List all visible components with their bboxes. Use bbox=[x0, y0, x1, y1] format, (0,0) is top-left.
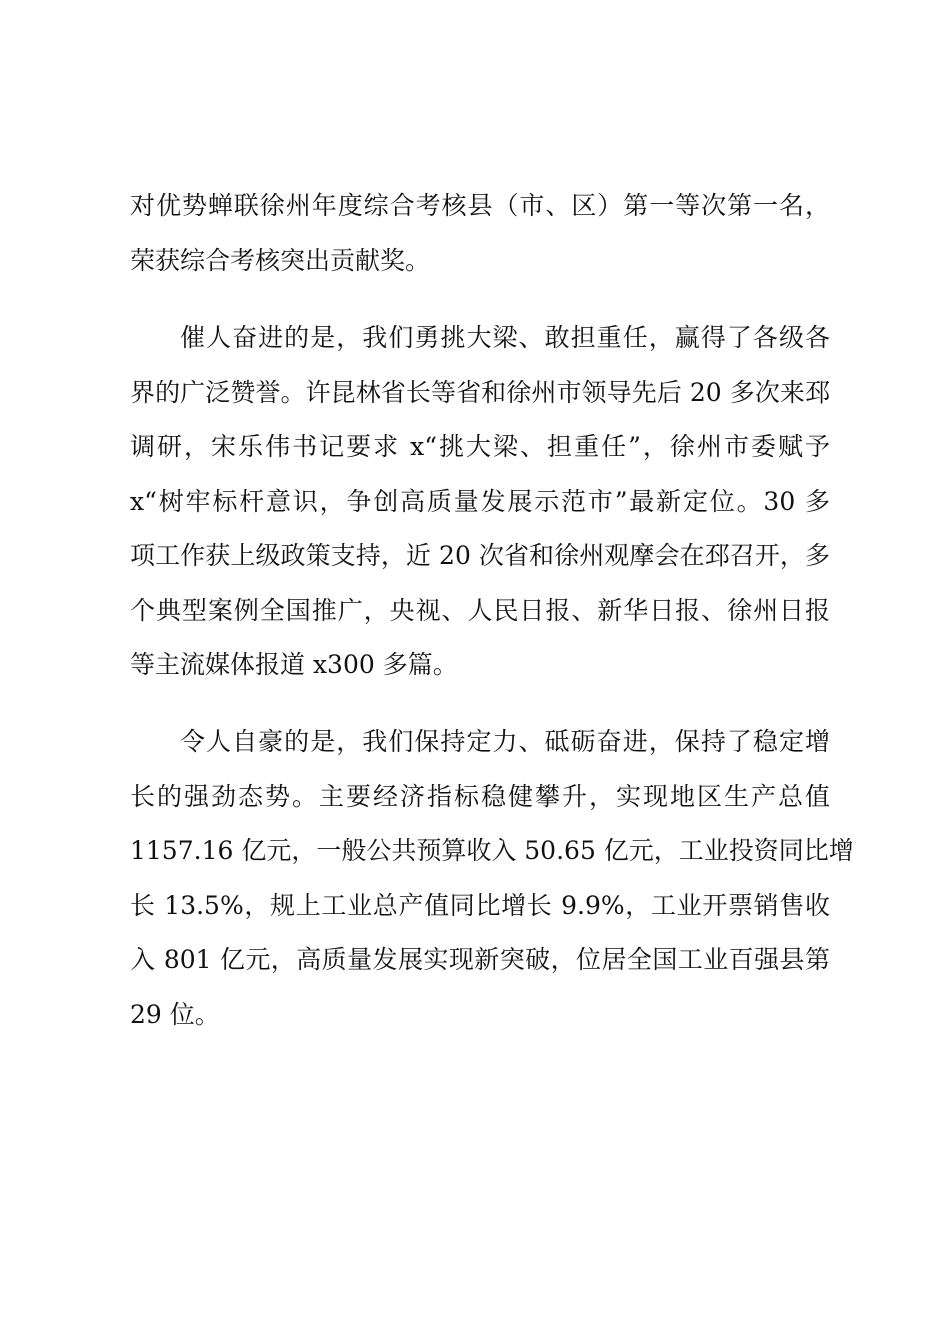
paragraph-2 bbox=[130, 311, 830, 693]
paragraph-line: 29 位。 bbox=[130, 999, 220, 1029]
paragraph-line: 对优势蝉联徐州年度综合考核县（市、区）第一等次第一名， bbox=[130, 191, 830, 220]
paragraph-line: 个典型案例全国推广，央视、人民日报、新华日报、徐州日报 bbox=[130, 595, 830, 625]
paragraph-line: x“树牢标杆意识，争创高质量发展示范市”最新定位。30 多 bbox=[130, 486, 830, 516]
paragraph-line: 入 801 亿元，高质量发展实现新突破，位居全国工业百强县第 bbox=[130, 945, 830, 974]
paragraph-line: 等主流媒体报道 x300 多篇。 bbox=[130, 650, 458, 679]
paragraph-1 bbox=[130, 179, 830, 288]
paragraph-line: 长的强劲态势。主要经济指标稳健攀升，实现地区生产总值 bbox=[130, 781, 830, 811]
paragraph-line: 长 13.5%，规上工业总产值同比增长 9.9%，工业开票销售收 bbox=[130, 890, 830, 920]
paragraph-line: 荣获综合考核突出贡献奖。 bbox=[130, 245, 431, 275]
paragraph-line: 催人奋进的是，我们勇挑大梁、敢担重任，赢得了各级各 bbox=[180, 323, 830, 352]
paragraph-line: 调研，宋乐伟书记要求 x“挑大梁、担重任”，徐州市委赋予 bbox=[130, 432, 830, 461]
paragraph-line: 项工作获上级政策支持，近 20 次省和徐州观摩会在邳召开，多 bbox=[130, 541, 830, 570]
paragraph-line: 界的广泛赞誉。许昆林省长等省和徐州市领导先后 20 多次来邳 bbox=[130, 377, 830, 407]
paragraph-line: 令人自豪的是，我们保持定力、砥砺奋进，保持了稳定增 bbox=[180, 727, 830, 756]
paragraph-line: 1157.16 亿元，一般公共预算收入 50.65 亿元，工业投资同比增 bbox=[130, 836, 854, 865]
paragraph-3 bbox=[130, 715, 854, 1042]
